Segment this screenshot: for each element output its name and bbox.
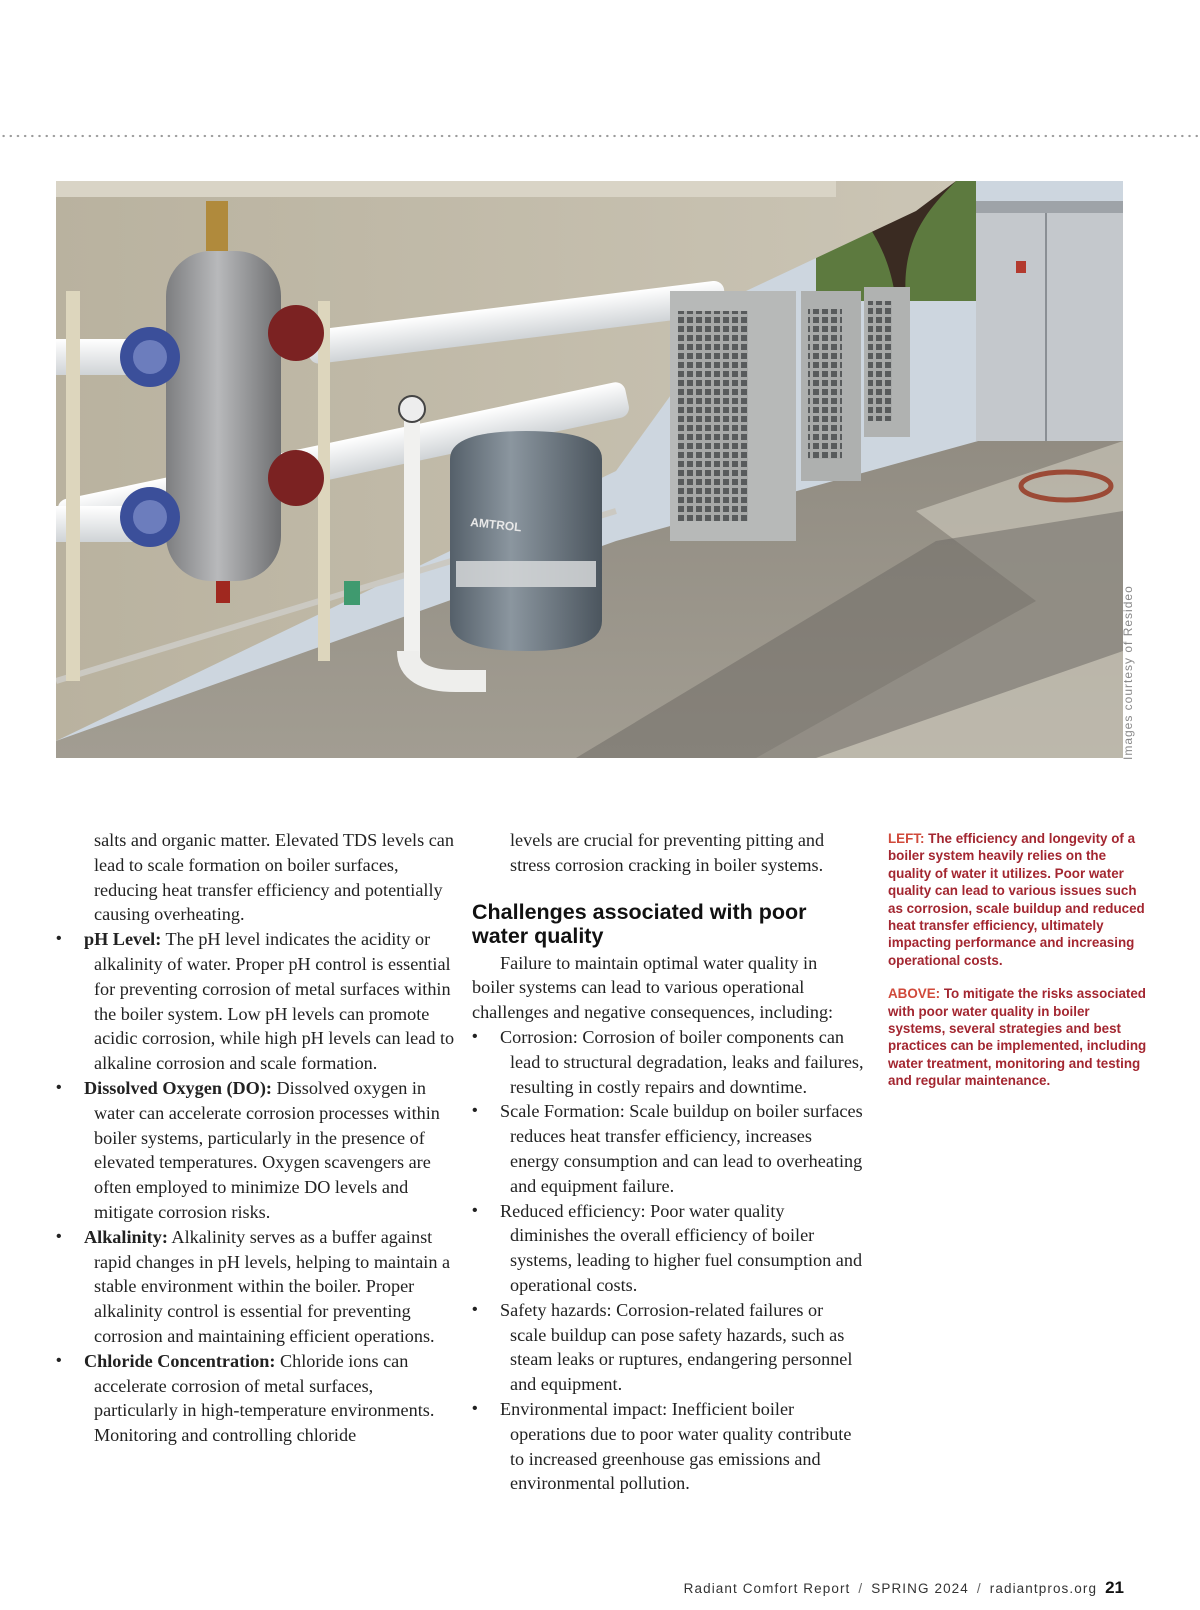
caption-text: The efficiency and longevity of a boiler system heavily relies on the quality of water it utilizes. Poor water quality can lead to various issues such as corrosion, scale buildup and reduced heat transfer efficiency, ultimately impacting performance and increasing operational costs. xyxy=(888,831,1145,968)
photo-captions xyxy=(888,830,1150,1106)
list-item xyxy=(56,1349,456,1448)
list-item: • Reduced efficiency: Poor water quality diminishes the overall efficiency of boiler systems, leading to higher fuel consumption and operational costs. xyxy=(472,1199,864,1298)
page-number: 21 xyxy=(1105,1578,1124,1597)
body-column-2 xyxy=(472,828,864,1496)
footer-separator: / xyxy=(858,1581,864,1596)
list-item: • Safety hazards: Corrosion-related failures or scale buildup can pose safety hazards, such as steam leaks or ruptures, endangering personnel and equipment. xyxy=(472,1298,864,1397)
paragraph-continued: levels are crucial for preventing pitting and stress corrosion cracking in boiler systems. xyxy=(510,830,825,875)
body-column-1 xyxy=(56,828,456,1448)
boiler-system-photo xyxy=(56,181,1123,758)
challenges-list xyxy=(472,1025,864,1496)
list-item xyxy=(56,927,456,1076)
section-heading: Challenges associated with poor water quality xyxy=(472,899,807,949)
definition: The pH level indicates the acidity or alkalinity of water. Proper pH control is essential for preventing corrosion of metal surfaces within the boiler system. Low pH levels can promote acidic corrosion, while high pH levels can lead to alkaline corrosion and scale formation. xyxy=(94,929,455,1074)
list-item: • Scale Formation: Scale buildup on boiler surfaces reduces heat transfer efficiency, increases energy consumption and can lead to overheating and equipment failure. xyxy=(472,1099,864,1198)
term: pH Level: xyxy=(84,929,162,950)
paragraph-continued: salts and organic matter. Elevated TDS levels can lead to scale formation on boiler surfaces, reducing heat transfer efficiency and potentially causing overheating. xyxy=(94,830,454,925)
term: Alkalinity: xyxy=(84,1226,168,1247)
issue-name: SPRING 2024 xyxy=(871,1581,969,1596)
definition: Dissolved oxygen in water can accelerate corrosion processes within boiler systems, particularly in the presence of elevated temperatures. Oxygen scavengers are often employed to minimize DO levels and mitigate corrosion risks. xyxy=(94,1077,440,1222)
list-item: • Corrosion: Corrosion of boiler components can lead to structural degradation, leaks and failures, resulting in costly repairs and downtime. xyxy=(472,1025,864,1099)
caption-label: LEFT: xyxy=(888,831,925,846)
list-item xyxy=(56,1076,456,1225)
intro-paragraph: Failure to maintain optimal water quality in boiler systems can lead to various operational challenges and negative consequences, including: xyxy=(472,952,834,1023)
list-item: • Environmental impact: Inefficient boiler operations due to poor water quality contribute to increased greenhouse gas emissions and environmental pollution. xyxy=(472,1397,864,1496)
publication-name: Radiant Comfort Report xyxy=(683,1581,851,1596)
footer-separator: / xyxy=(976,1581,982,1596)
definition: Chloride ions can accelerate corrosion of metal surfaces, particularly in high-temperature environments. Monitoring and controlling chloride xyxy=(94,1350,435,1446)
caption-label: ABOVE: xyxy=(888,986,941,1002)
term: Dissolved Oxygen (DO): xyxy=(84,1077,272,1098)
definition: Alkalinity serves as a buffer against rapid changes in pH levels, helping to maintain a stable environment within the boiler. Proper alkalinity control is essential for preventing corrosion and maintaining efficient operations. xyxy=(94,1226,451,1346)
tank-label: AMTROL xyxy=(469,515,523,535)
list-item xyxy=(56,1225,456,1349)
term: Chloride Concentration: xyxy=(84,1350,276,1371)
photo-credit: Images courtesy of Resideo xyxy=(1121,585,1135,760)
dotted-rule xyxy=(0,134,1200,138)
water-parameters-list xyxy=(56,927,456,1448)
page-footer xyxy=(684,1578,1124,1598)
caption-above xyxy=(888,985,1150,1089)
caption-text: To mitigate the risks associated with poor water quality in boiler systems, several strategies and best practices can be implemented, including water treatment, monitoring and testing and regular maintenance. xyxy=(888,986,1147,1089)
caption-left xyxy=(888,830,1150,969)
website-link[interactable]: radiantpros.org xyxy=(989,1581,1098,1596)
